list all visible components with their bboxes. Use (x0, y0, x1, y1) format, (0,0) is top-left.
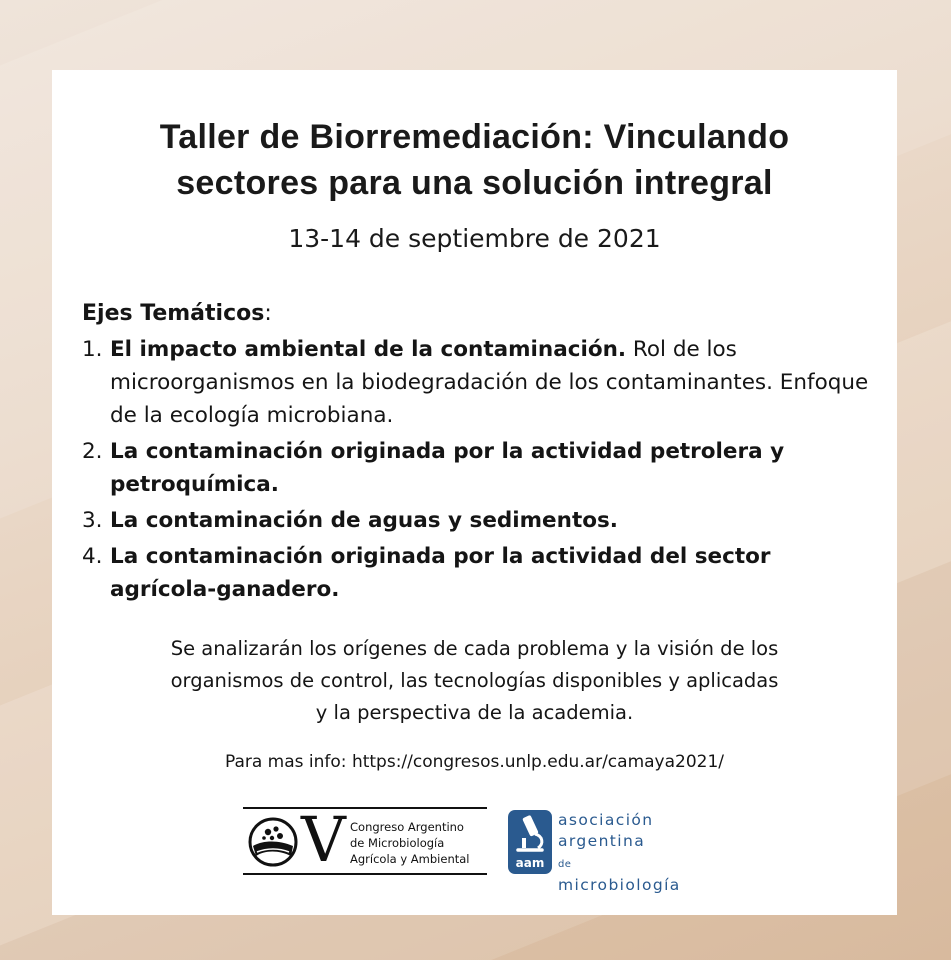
ejes-item-bold-text: La contaminación originada por la actividad del sector agrícola-ganadero. (110, 544, 771, 602)
ejes-item-2 (82, 435, 882, 501)
congreso-line-3: Agrícola y Ambiental (350, 852, 470, 866)
congreso-logo (243, 803, 487, 876)
aam-line-2-word: argentina (558, 832, 646, 850)
ejes-item-number: 1. (82, 337, 103, 362)
ejes-item-1 (82, 333, 882, 432)
ejes-heading-label: Ejes Temáticos (82, 301, 265, 326)
aam-line-2 (558, 831, 681, 875)
congreso-roman-numeral: V (301, 803, 346, 876)
ejes-item-text: Rol de los microorganismos en la biodegradación de los contaminantes. Enfoque de la ecología microbiana. (110, 337, 869, 428)
aam-badge-text: aam (515, 856, 545, 870)
ejes-heading (82, 298, 882, 330)
flyer-title (52, 114, 897, 206)
ejes-item-number: 4. (82, 544, 103, 569)
aam-name (558, 810, 681, 896)
summary-line-3: y la perspectiva de la academia. (315, 701, 634, 724)
congreso-line-2: de Microbiología (350, 836, 445, 850)
ejes-item-number: 3. (82, 508, 103, 533)
congreso-line-1: Congreso Argentino (350, 820, 464, 834)
summary-line-2: organismos de control, las tecnologías disponibles y aplicadas (170, 669, 779, 692)
aam-line-3: microbiología (558, 876, 681, 894)
flyer-card (52, 70, 897, 915)
title-line-1: Taller de Biorremediación: Vinculando (159, 118, 790, 156)
ejes-item-4 (82, 540, 882, 606)
event-date: 13-14 de septiembre de 2021 (288, 224, 661, 253)
aam-line-1: asociación (558, 811, 654, 829)
ejes-section (82, 298, 882, 609)
aam-line-2-de: de (558, 859, 572, 870)
summary-paragraph (52, 633, 897, 729)
ejes-item-bold-text: La contaminación de aguas y sedimentos. (110, 508, 618, 533)
microbe-emblem-icon (247, 816, 299, 868)
ejes-item-3 (82, 504, 882, 537)
ejes-heading-colon: : (264, 301, 272, 326)
ejes-item-number: 2. (82, 439, 103, 464)
info-link-line[interactable]: Para mas info: https://congresos.unlp.edu.ar/camaya2021/ (224, 752, 725, 772)
ejes-item-bold-text: La contaminación originada por la actividad petrolera y petroquímica. (110, 439, 785, 497)
aam-logo (508, 810, 728, 894)
summary-line-1: Se analizarán los orígenes de cada problema y la visión de los (170, 637, 779, 660)
title-line-2: sectores para una solución intregral (176, 164, 773, 202)
congreso-name (350, 819, 484, 867)
ejes-item-bold-text: El impacto ambiental de la contaminación. (110, 337, 627, 362)
